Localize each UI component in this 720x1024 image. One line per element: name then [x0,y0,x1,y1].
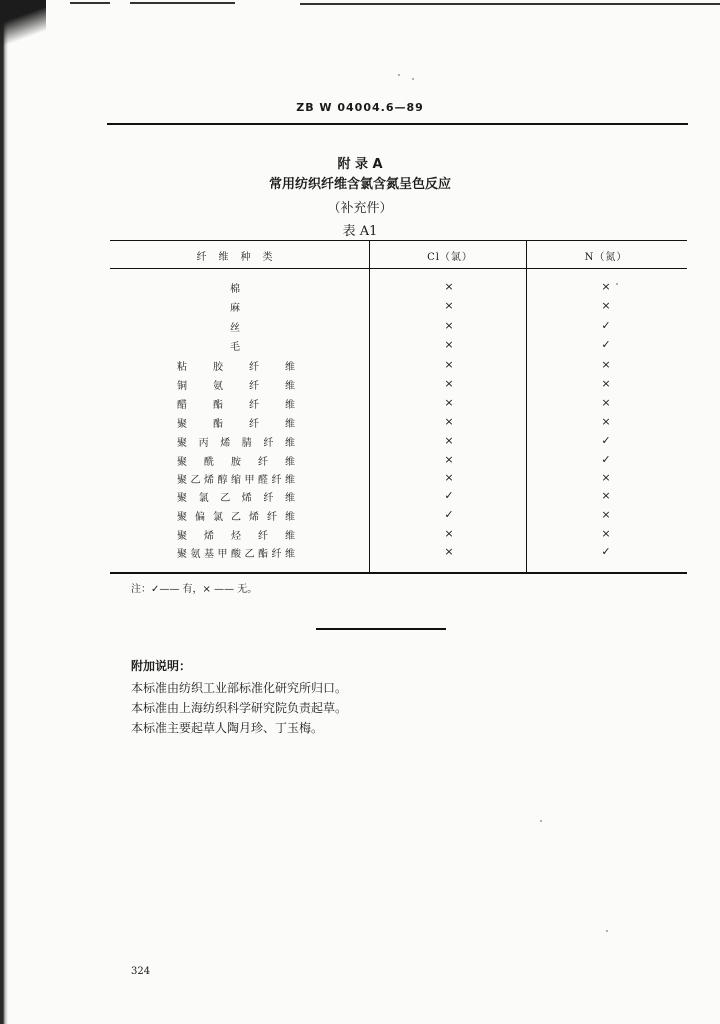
fiber-name: 铜氨纤维 [177,381,295,392]
section-separator [316,628,446,630]
additional-info-line: 本标准由纺织工业部标准化研究所归口。 [131,681,348,695]
fiber-name: 聚氯乙烯纤维 [177,493,295,504]
fiber-name: 聚乙烯醇缩甲醛纤维 [177,475,295,486]
chlorine-result: × [444,415,454,428]
chlorine-result: × [444,299,454,312]
table-caption: 表 A1 [342,224,378,239]
top-scan-line [130,2,235,4]
fiber-name: 聚烯烃纤维 [177,531,295,542]
document-code: ZB W 04004.6—89 [296,101,424,114]
fiber-reaction-table [110,240,687,573]
fiber-name: 丝 [230,323,240,334]
header-rule [107,123,688,125]
appendix-label: 附 录 A [337,157,383,172]
appendix-title: 常用纺织纤维含氯含氮呈色反应 [268,177,451,192]
nitrogen-result: × [601,299,611,312]
nitrogen-result: ✓ [601,434,611,447]
fiber-name: 粘胶纤维 [177,362,295,373]
chlorine-result: × [444,377,454,390]
nitrogen-result: × [601,358,611,371]
nitrogen-result: ✓ [601,319,611,332]
additional-info-heading: 附加说明： [131,659,192,673]
chlorine-result: × [444,338,454,351]
column-header-chlorine: Cl（氯） [427,252,473,263]
scan-speck [398,74,400,76]
chlorine-result: × [444,527,454,540]
table-top-border [110,240,687,241]
nitrogen-result: × [601,415,611,428]
chlorine-result: × [444,545,454,558]
table-legend: 注：✓—— 有，× —— 无。 [131,584,258,595]
additional-info-line: 本标准由上海纺织科学研究院负责起草。 [131,701,348,715]
fiber-name: 棉 [230,284,240,295]
appendix-note: （补充件） [327,201,393,216]
chlorine-result: × [444,358,454,371]
scan-speck [616,283,618,285]
additional-info-line: 本标准主要起草人陶月珍、丁玉梅。 [131,721,324,735]
fiber-name: 麻 [230,303,240,314]
chlorine-result: × [444,280,454,293]
nitrogen-result: × [601,489,611,502]
top-scan-line [70,2,110,4]
fiber-name: 聚酯纤维 [177,419,295,430]
fiber-name: 聚氨基甲酸乙酯纤维 [177,549,295,560]
nitrogen-result: × [601,280,611,293]
chlorine-result: × [444,396,454,409]
table-column-divider [369,240,370,573]
fiber-name: 聚酰胺纤维 [177,457,295,468]
fiber-name: 醋酯纤维 [177,400,295,411]
table-column-divider [526,240,527,573]
scan-speck [540,820,542,822]
column-header-fiber-type: 纤 维 种 类 [196,252,274,263]
page-number: 324 [131,966,151,977]
top-scan-line [300,3,720,5]
nitrogen-result: × [601,377,611,390]
nitrogen-result: × [601,508,611,521]
nitrogen-result: ✓ [601,545,611,558]
fiber-name: 聚丙烯腈纤维 [177,438,295,449]
fiber-name: 毛 [230,342,240,353]
fiber-name: 聚偏氯乙烯纤维 [177,512,295,523]
column-header-nitrogen: N（氮） [584,252,628,263]
chlorine-result: × [444,319,454,332]
chlorine-result: ✓ [444,489,454,502]
nitrogen-result: × [601,527,611,540]
chlorine-result: ✓ [444,508,454,521]
table-bottom-border [110,572,687,574]
chlorine-result: × [444,434,454,447]
scan-corner-shadow [0,0,46,60]
scan-speck [412,78,414,80]
nitrogen-result: ✓ [601,453,611,466]
chlorine-result: × [444,453,454,466]
chlorine-result: × [444,471,454,484]
nitrogen-result: × [601,396,611,409]
nitrogen-result: ✓ [601,338,611,351]
table-header-border [110,268,687,269]
scan-speck [606,930,608,932]
nitrogen-result: × [601,471,611,484]
